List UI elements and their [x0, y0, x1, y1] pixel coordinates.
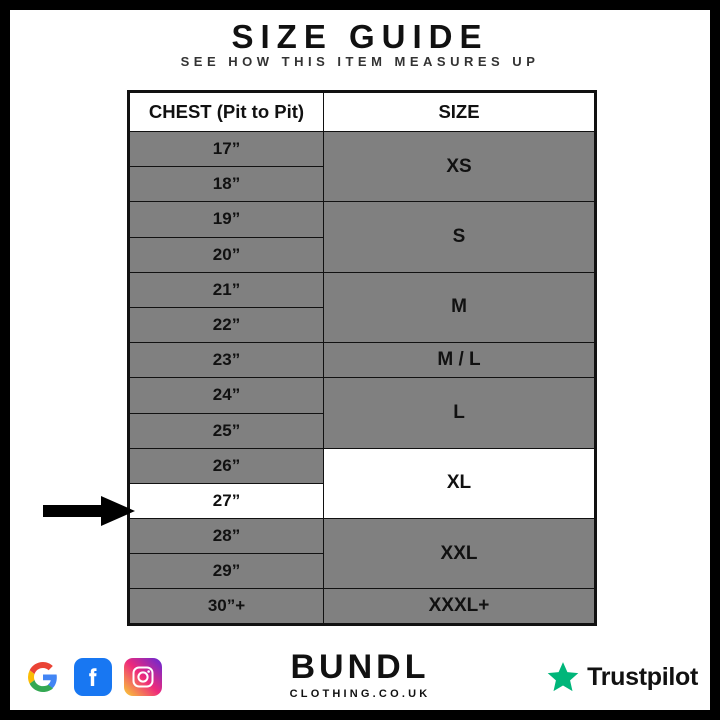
- size-label-cell: S: [324, 202, 596, 272]
- size-table: [127, 90, 597, 626]
- table-row: [129, 132, 596, 167]
- chest-measurement-cell: 18”: [129, 167, 324, 202]
- table-row: [129, 448, 596, 483]
- column-header-size: SIZE: [324, 92, 596, 132]
- chest-measurement-cell: 26”: [129, 448, 324, 483]
- table-row: [129, 272, 596, 307]
- brand-subtitle: CLOTHING.CO.UK: [289, 688, 431, 700]
- chest-measurement-cell: 29”: [129, 554, 324, 589]
- page-subtitle: SEE HOW THIS ITEM MEASURES UP: [180, 54, 540, 69]
- table-row: [129, 202, 596, 237]
- size-guide-card: [10, 10, 710, 710]
- size-label-cell: L: [324, 378, 596, 448]
- chest-measurement-cell: 25”: [129, 413, 324, 448]
- brand-name: BUNDL: [290, 648, 430, 686]
- page-title: SIZE GUIDE: [231, 18, 489, 55]
- table-header-row: [129, 92, 596, 132]
- chest-measurement-cell: 23”: [129, 343, 324, 378]
- social-links: [24, 658, 162, 696]
- table-row: [129, 589, 596, 624]
- trustpilot-star-icon: [546, 660, 580, 694]
- chest-measurement-cell: 28”: [129, 519, 324, 554]
- right-arrow-icon: [43, 496, 135, 526]
- chest-measurement-cell: 27”: [129, 483, 324, 518]
- size-table-wrapper: [127, 90, 594, 626]
- trustpilot-label: Trustpilot: [587, 662, 698, 691]
- chest-measurement-cell: 17”: [129, 132, 324, 167]
- chest-measurement-cell: 22”: [129, 307, 324, 342]
- chest-measurement-cell: 21”: [129, 272, 324, 307]
- table-row: [129, 343, 596, 378]
- chest-measurement-cell: 20”: [129, 237, 324, 272]
- size-label-cell: M / L: [324, 343, 596, 378]
- google-icon[interactable]: [24, 658, 62, 696]
- table-row: [129, 378, 596, 413]
- column-header-chest: CHEST (Pit to Pit): [129, 92, 324, 132]
- chest-measurement-cell: 24”: [129, 378, 324, 413]
- size-label-cell: XXXL+: [324, 589, 596, 624]
- size-label-cell: XL: [324, 448, 596, 518]
- size-label-cell: XXL: [324, 519, 596, 589]
- facebook-icon[interactable]: [74, 658, 112, 696]
- trustpilot-badge[interactable]: [546, 660, 698, 694]
- chest-measurement-cell: 30”+: [129, 589, 324, 624]
- instagram-icon[interactable]: [124, 658, 162, 696]
- size-label-cell: XS: [324, 132, 596, 202]
- chest-measurement-cell: 19”: [129, 202, 324, 237]
- size-label-cell: M: [324, 272, 596, 342]
- table-row: [129, 519, 596, 554]
